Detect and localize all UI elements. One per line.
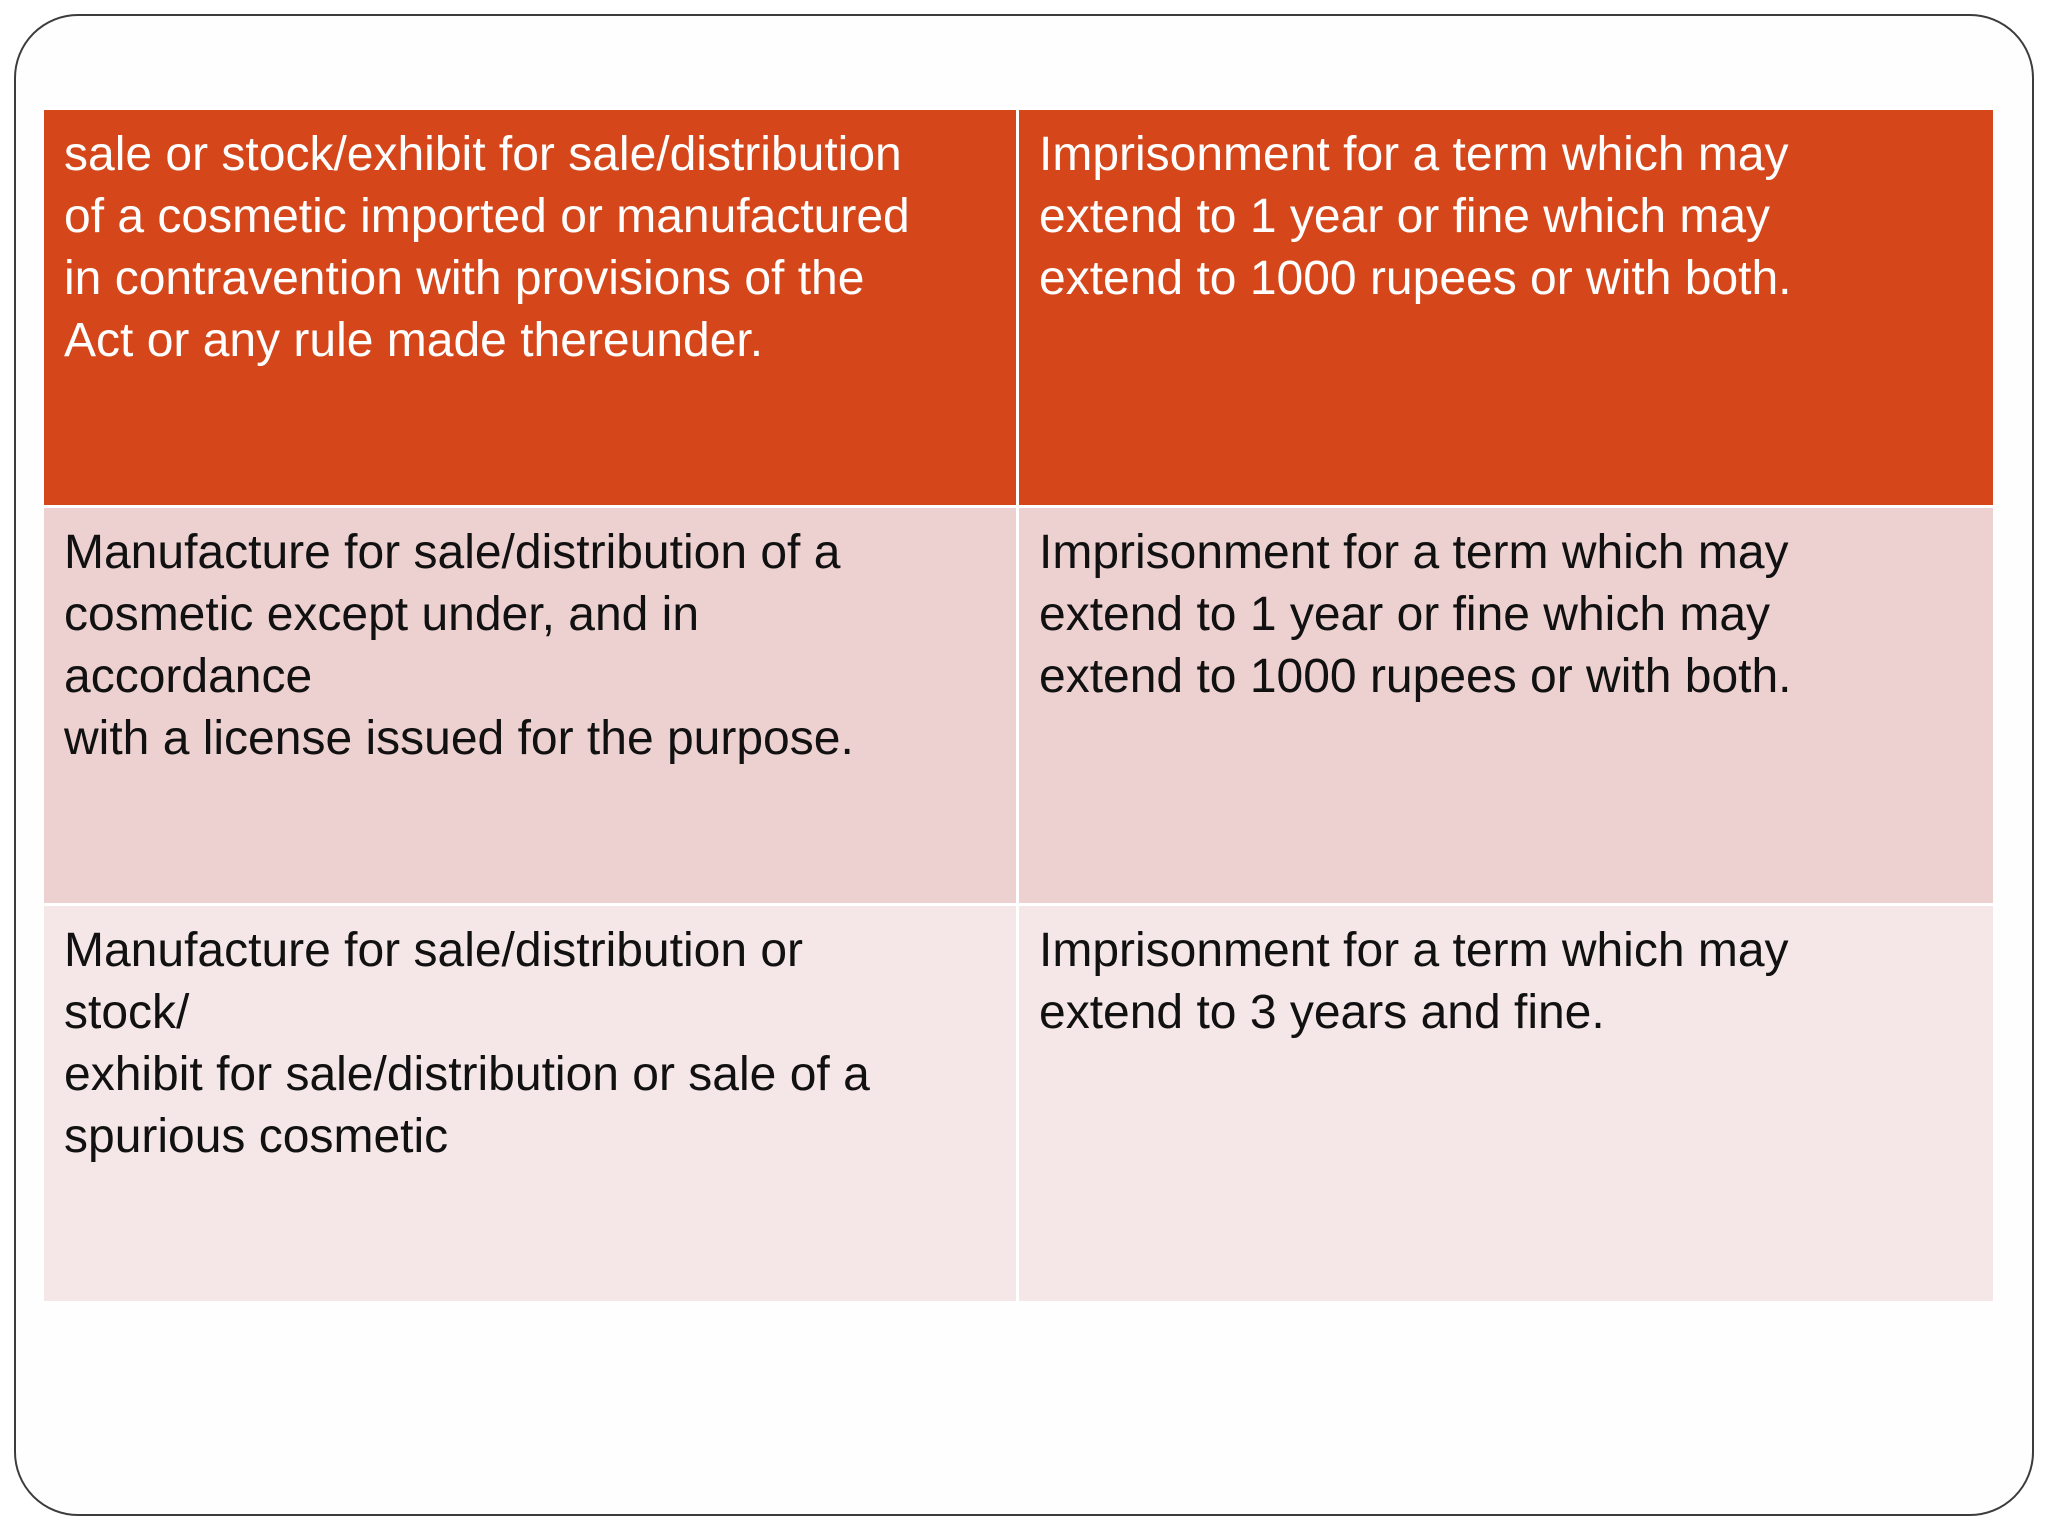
table-row	[43, 109, 1995, 507]
offence-cell: Manufacture for sale/distribution or stock/ exhibit for sale/distribution or sale of a spurious cosmetic	[43, 905, 1018, 1303]
table-row	[43, 507, 1995, 905]
table-row	[43, 905, 1995, 1303]
penalty-cell: Imprisonment for a term which may extend to 1 year or fine which may extend to 1000 rupees or with both.	[1018, 507, 1995, 905]
penalty-cell: Imprisonment for a term which may extend to 3 years and fine.	[1018, 905, 1995, 1303]
offence-cell: sale or stock/exhibit for sale/distribution of a cosmetic imported or manufactured in contravention with provisions of the Act or any rule made thereunder.	[43, 109, 1018, 507]
penalty-table	[41, 107, 1996, 1304]
offence-cell: Manufacture for sale/distribution of a cosmetic except under, and in accordance with a license issued for the purpose.	[43, 507, 1018, 905]
penalty-cell: Imprisonment for a term which may extend to 1 year or fine which may extend to 1000 rupees or with both.	[1018, 109, 1995, 507]
